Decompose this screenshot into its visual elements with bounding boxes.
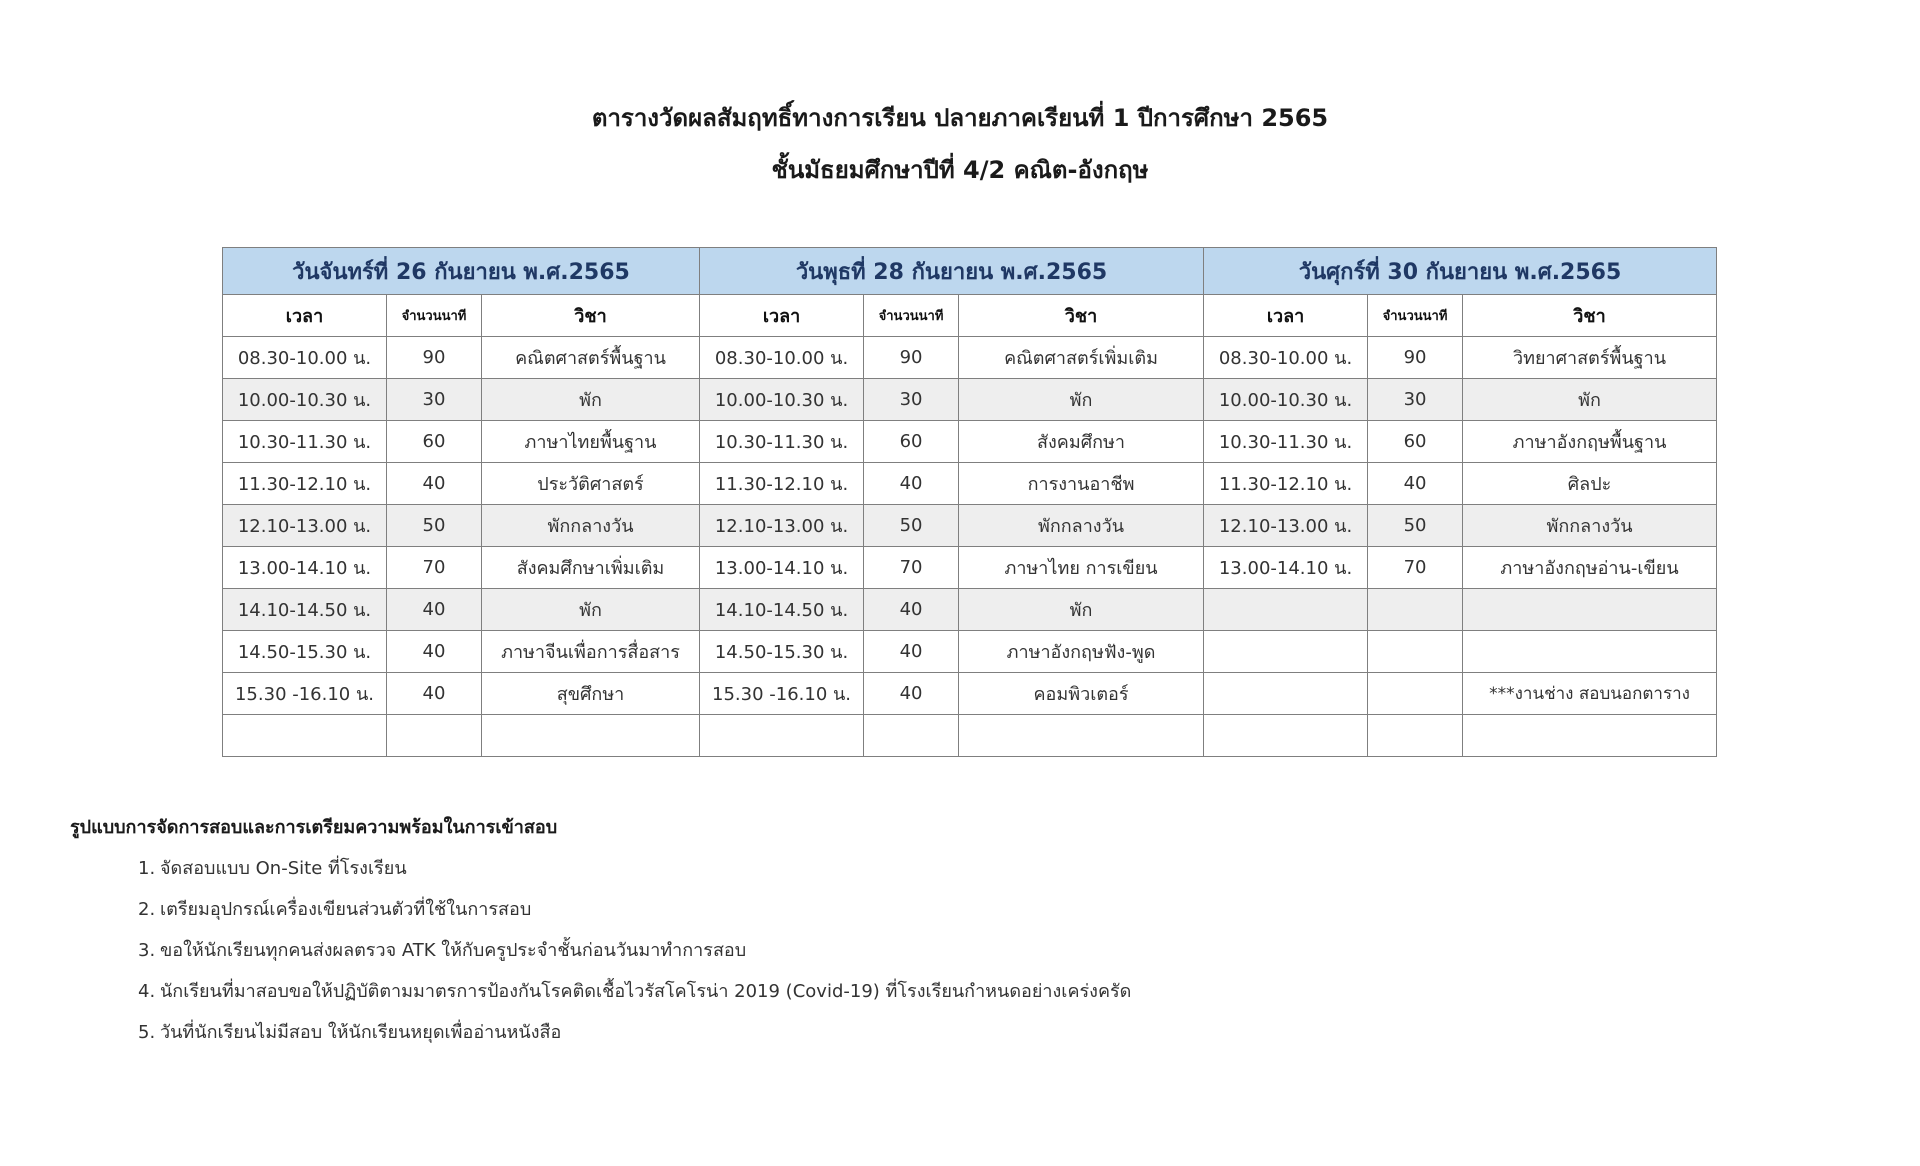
cell-time: 11.30-12.10 น. xyxy=(1204,463,1368,505)
cell-minutes: 40 xyxy=(1368,463,1463,505)
note-text: นักเรียนที่มาสอบขอให้ปฏิบัติตามมาตรการป้องกันโรคติดเชื้อไวรัสโคโรน่า 2019 (Covid-19) ที่โรงเรียนกำหนดอย่างเคร่งครัด xyxy=(160,981,1132,1002)
cell-subject xyxy=(1463,715,1717,757)
cell-time: 14.50-15.30 น. xyxy=(700,631,864,673)
cell-minutes xyxy=(1368,715,1463,757)
cell-time: 10.00-10.30 น. xyxy=(700,379,864,421)
cell-time: 12.10-13.00 น. xyxy=(700,505,864,547)
note-text: วันที่นักเรียนไม่มีสอบ ให้นักเรียนหยุดเพื่ออ่านหนังสือ xyxy=(160,1022,562,1043)
cell-minutes: 70 xyxy=(387,547,482,589)
table-row xyxy=(223,337,1717,379)
cell-subject: คณิตศาสตร์เพิ่มเติม xyxy=(959,337,1204,379)
note-number: 5. xyxy=(138,1022,156,1043)
table-row xyxy=(223,547,1717,589)
cell-subject: ศิลปะ xyxy=(1463,463,1717,505)
table-row xyxy=(223,505,1717,547)
cell-subject: ภาษาไทย การเขียน xyxy=(959,547,1204,589)
cell-time: 08.30-10.00 น. xyxy=(700,337,864,379)
note-text: เตรียมอุปกรณ์เครื่องเขียนส่วนตัวที่ใช้ในการสอบ xyxy=(160,899,532,920)
column-header-minutes: จำนวนนาที xyxy=(864,295,959,337)
note-number: 2. xyxy=(138,899,156,920)
cell-time xyxy=(1204,589,1368,631)
note-item xyxy=(70,971,1770,1012)
cell-subject: วิทยาศาสตร์พื้นฐาน xyxy=(1463,337,1717,379)
cell-minutes: 60 xyxy=(1368,421,1463,463)
cell-subject xyxy=(1463,589,1717,631)
cell-time: 10.00-10.30 น. xyxy=(1204,379,1368,421)
cell-minutes: 40 xyxy=(864,589,959,631)
cell-minutes xyxy=(864,715,959,757)
cell-time: 14.50-15.30 น. xyxy=(223,631,387,673)
cell-minutes xyxy=(1368,589,1463,631)
cell-time: 08.30-10.00 น. xyxy=(223,337,387,379)
cell-time: 11.30-12.10 น. xyxy=(223,463,387,505)
cell-subject: ประวัติศาสตร์ xyxy=(482,463,700,505)
cell-time xyxy=(700,715,864,757)
cell-time: 13.00-14.10 น. xyxy=(1204,547,1368,589)
note-item xyxy=(70,1012,1770,1053)
cell-minutes: 60 xyxy=(864,421,959,463)
cell-subject: พัก xyxy=(482,379,700,421)
cell-subject: สุขศึกษา xyxy=(482,673,700,715)
cell-minutes: 40 xyxy=(864,673,959,715)
column-header-subject: วิชา xyxy=(1463,295,1717,337)
table-row xyxy=(223,589,1717,631)
table-row xyxy=(223,631,1717,673)
cell-subject: พัก xyxy=(959,589,1204,631)
column-header-time: เวลา xyxy=(700,295,864,337)
page-title: ตารางวัดผลสัมฤทธิ์ทางการเรียน ปลายภาคเรียนที่ 1 ปีการศึกษา 2565 xyxy=(591,104,1329,132)
cell-minutes: 70 xyxy=(1368,547,1463,589)
cell-minutes: 60 xyxy=(387,421,482,463)
cell-subject xyxy=(959,715,1204,757)
cell-subject: พักกลางวัน xyxy=(1463,505,1717,547)
cell-minutes xyxy=(1368,631,1463,673)
cell-time: 10.00-10.30 น. xyxy=(223,379,387,421)
cell-subject: การงานอาชีพ xyxy=(959,463,1204,505)
cell-minutes: 40 xyxy=(387,589,482,631)
cell-time: 10.30-11.30 น. xyxy=(223,421,387,463)
exam-notes-section xyxy=(70,808,1770,1053)
cell-subject: ภาษาจีนเพื่อการสื่อสาร xyxy=(482,631,700,673)
cell-subject xyxy=(482,715,700,757)
cell-subject: ภาษาอังกฤษอ่าน-เขียน xyxy=(1463,547,1717,589)
cell-time: 08.30-10.00 น. xyxy=(1204,337,1368,379)
cell-time: 14.10-14.50 น. xyxy=(700,589,864,631)
table-row xyxy=(223,715,1717,757)
column-header-time: เวลา xyxy=(223,295,387,337)
table-row xyxy=(223,673,1717,715)
cell-minutes: 40 xyxy=(387,673,482,715)
cell-subject: ภาษาอังกฤษพื้นฐาน xyxy=(1463,421,1717,463)
cell-subject: พัก xyxy=(959,379,1204,421)
cell-time xyxy=(223,715,387,757)
note-number: 4. xyxy=(138,981,156,1002)
cell-minutes xyxy=(387,715,482,757)
day-header-row xyxy=(223,248,1717,295)
schedule-body xyxy=(223,337,1717,757)
cell-time: 10.30-11.30 น. xyxy=(700,421,864,463)
note-item xyxy=(70,889,1770,930)
cell-time: 11.30-12.10 น. xyxy=(700,463,864,505)
cell-minutes: 90 xyxy=(387,337,482,379)
column-header-minutes: จำนวนนาที xyxy=(387,295,482,337)
cell-subject: คอมพิวเตอร์ xyxy=(959,673,1204,715)
cell-minutes: 90 xyxy=(1368,337,1463,379)
cell-subject: ภาษาไทยพื้นฐาน xyxy=(482,421,700,463)
cell-minutes: 90 xyxy=(864,337,959,379)
cell-minutes: 50 xyxy=(387,505,482,547)
cell-subject: พักกลางวัน xyxy=(959,505,1204,547)
column-header-row xyxy=(223,295,1717,337)
cell-subject: สังคมศึกษาเพิ่มเติม xyxy=(482,547,700,589)
column-header-minutes: จำนวนนาที xyxy=(1368,295,1463,337)
note-item xyxy=(70,930,1770,971)
cell-minutes: 50 xyxy=(864,505,959,547)
column-header-subject: วิชา xyxy=(482,295,700,337)
cell-time: 10.30-11.30 น. xyxy=(1204,421,1368,463)
table-row xyxy=(223,421,1717,463)
cell-time: 15.30 -16.10 น. xyxy=(700,673,864,715)
cell-minutes: 50 xyxy=(1368,505,1463,547)
day-header-friday: วันศุกร์ที่ 30 กันยายน พ.ศ.2565 xyxy=(1204,248,1717,295)
cell-time xyxy=(1204,715,1368,757)
note-number: 3. xyxy=(138,940,156,961)
notes-list xyxy=(70,848,1770,1053)
note-text: จัดสอบแบบ On-Site ที่โรงเรียน xyxy=(160,858,407,879)
note-text: ขอให้นักเรียนทุกคนส่งผลตรวจ ATK ให้กับครูประจำชั้นก่อนวันมาทำการสอบ xyxy=(160,940,747,961)
cell-time: 14.10-14.50 น. xyxy=(223,589,387,631)
cell-subject: พัก xyxy=(482,589,700,631)
cell-subject: สังคมศึกษา xyxy=(959,421,1204,463)
note-number: 1. xyxy=(138,858,156,879)
cell-time: 12.10-13.00 น. xyxy=(223,505,387,547)
cell-subject: ภาษาอังกฤษฟัง-พูด xyxy=(959,631,1204,673)
cell-time: 13.00-14.10 น. xyxy=(223,547,387,589)
cell-time: 13.00-14.10 น. xyxy=(700,547,864,589)
cell-subject xyxy=(1463,631,1717,673)
column-header-time: เวลา xyxy=(1204,295,1368,337)
table-row xyxy=(223,379,1717,421)
cell-minutes: 40 xyxy=(864,463,959,505)
cell-time xyxy=(1204,673,1368,715)
cell-subject: คณิตศาสตร์พื้นฐาน xyxy=(482,337,700,379)
page-subtitle: ชั้นมัธยมศึกษาปีที่ 4/2 คณิต-อังกฤษ xyxy=(771,156,1149,184)
cell-time: 15.30 -16.10 น. xyxy=(223,673,387,715)
table-row xyxy=(223,463,1717,505)
cell-minutes: 70 xyxy=(864,547,959,589)
exam-schedule-table xyxy=(222,247,1717,757)
cell-time: 12.10-13.00 น. xyxy=(1204,505,1368,547)
note-item xyxy=(70,848,1770,889)
cell-subject: พักกลางวัน xyxy=(482,505,700,547)
cell-minutes xyxy=(1368,673,1463,715)
cell-minutes: 30 xyxy=(387,379,482,421)
cell-minutes: 40 xyxy=(387,631,482,673)
notes-heading: รูปแบบการจัดการสอบและการเตรียมความพร้อมในการเข้าสอบ xyxy=(70,817,558,838)
cell-subject: พัก xyxy=(1463,379,1717,421)
cell-minutes: 40 xyxy=(864,631,959,673)
cell-subject: ***งานช่าง สอบนอกตาราง xyxy=(1463,673,1717,715)
column-header-subject: วิชา xyxy=(959,295,1204,337)
day-header-monday: วันจันทร์ที่ 26 กันยายน พ.ศ.2565 xyxy=(223,248,700,295)
cell-minutes: 40 xyxy=(387,463,482,505)
cell-minutes: 30 xyxy=(864,379,959,421)
cell-time xyxy=(1204,631,1368,673)
day-header-wednesday: วันพุธที่ 28 กันยายน พ.ศ.2565 xyxy=(700,248,1204,295)
cell-minutes: 30 xyxy=(1368,379,1463,421)
